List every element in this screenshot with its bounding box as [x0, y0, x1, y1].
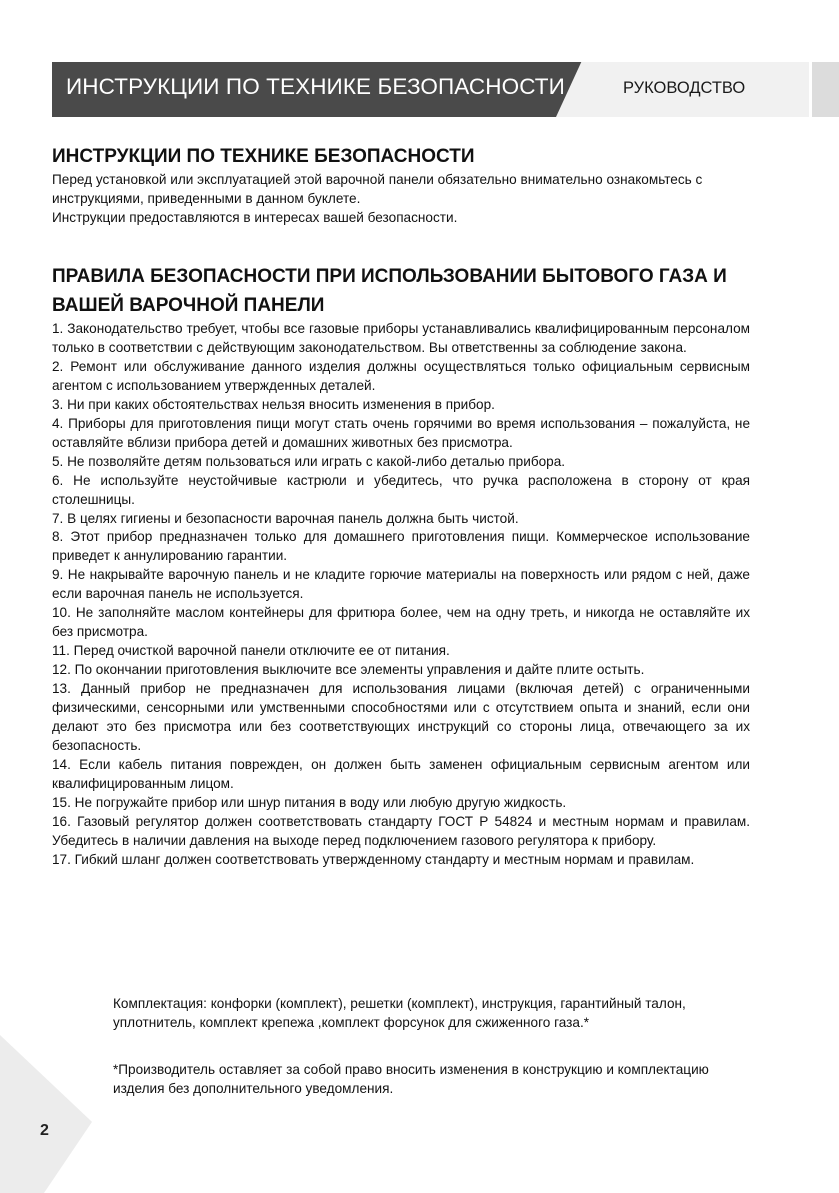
- rule-item: 4. Приборы для приготовления пищи могут стать очень горячими во время использования – пожалуйста, не оставляйте вблизи прибора детей и домашних животных без присмотра.: [52, 415, 750, 450]
- intro-heading: ИНСТРУКЦИИ ПО ТЕХНИКЕ БЕЗОПАСНОСТИ: [52, 146, 475, 167]
- rule-item: 11. Перед очисткой варочной панели отключите ее от питания.: [52, 643, 450, 659]
- rule-item: 2. Ремонт или обслуживание данного изделия должны осуществляться только официальным сервисным агентом с использованием утвержденных деталей.: [52, 358, 750, 393]
- rule-item: 1. Законодательство требует, чтобы все газовые приборы устанавливались квалифицированным персоналом только в соответствии с действующим законодательством. Вы ответственны за соблюдение закона.: [52, 321, 750, 355]
- header-edge-tab: [812, 62, 839, 117]
- rule-item: 13. Данный прибор не предназначен для использования лицами (включая детей) с ограниченными физическими, сенсорными или умственными способностями или с отсутствием опыта и знаний, если они делают это без присмотра или без соответствующих инструкций со стороны лица, отвечающего за их безопасность.: [52, 681, 750, 753]
- kit-contents-note: [113, 994, 753, 1032]
- rule-item: 3. Ни при каких обстоятельствах нельзя вносить изменения в прибор.: [52, 396, 495, 412]
- kit-contents-text: Комплектация: конфорки (комплект), решетки (комплект), инструкция, гарантийный талон, уплотнитель, комплект крепежа ,комплект форсунок для сжиженного газа.*: [113, 996, 686, 1030]
- header-title: ИНСТРУКЦИИ ПО ТЕХНИКЕ БЕЗОПАСНОСТИ: [66, 74, 565, 99]
- page-corner-shape: [0, 1035, 100, 1193]
- header-section-label: РУКОВОДСТВО: [623, 79, 746, 97]
- rule-item: 9. Не накрывайте варочную панель и не кладите горючие материалы на поверхность или рядом с ней, даже если варочная панель не используется.: [52, 567, 750, 602]
- rule-item: 15. Не погружайте прибор или шнур питания в воду или любую другую жидкость.: [52, 794, 567, 810]
- rule-item: 16. Газовый регулятор должен соответствовать стандарту ГОСТ Р 54824 и местным нормам и правилам. Убедитесь в наличии давления на выходе перед подключением газового регулятора к прибору.: [52, 813, 750, 848]
- manufacturer-note: [113, 1060, 753, 1098]
- rule-item: 5. Не позволяйте детям пользоваться или играть с какой-либо деталью прибора.: [52, 453, 566, 469]
- safety-rules-list: [52, 320, 750, 870]
- rule-item: 17. Гибкий шланг должен соответствовать утвержденному стандарту и местным нормам и правилам.: [52, 851, 695, 867]
- rule-item: 7. В целях гигиены и безопасности варочная панель должна быть чистой.: [52, 510, 519, 526]
- intro-paragraph: Перед установкой или эксплуатацией этой варочной панели обязательно внимательно ознакомьтесь с инструкциями, приведенными в данном буклете.: [52, 172, 703, 206]
- rule-item: 6. Не используйте неустойчивые кастрюли и убедитесь, что ручка расположена в сторону от края столешницы.: [52, 472, 750, 507]
- rule-item: 10. Не заполняйте маслом контейнеры для фритюра более, чем на одну треть, и никогда не оставляйте их без присмотра.: [52, 605, 750, 640]
- rules-heading: ПРАВИЛА БЕЗОПАСНОСТИ ПРИ ИСПОЛЬЗОВАНИИ БЫТОВОГО ГАЗА И ВАШЕЙ ВАРОЧНОЙ ПАНЕЛИ: [52, 266, 727, 316]
- rule-item: 12. По окончании приготовления выключите все элементы управления и дайте плите остыть.: [52, 662, 645, 678]
- intro-paragraph: Инструкции предоставляются в интересах вашей безопасности.: [52, 210, 458, 225]
- page-number: 2: [40, 1122, 49, 1139]
- rule-item: 8. Этот прибор предназначен только для домашнего приготовления пищи. Коммерческое использование приведет к аннулированию гарантии.: [52, 529, 750, 564]
- manufacturer-note-text: *Производитель оставляет за собой право вносить изменения в конструкцию и комплектацию изделия без дополнительного уведомления.: [113, 1062, 709, 1096]
- rule-item: 14. Если кабель питания поврежден, он должен быть заменен официальным сервисным агентом или квалифицированным лицом.: [52, 756, 750, 791]
- intro-body: [52, 170, 752, 227]
